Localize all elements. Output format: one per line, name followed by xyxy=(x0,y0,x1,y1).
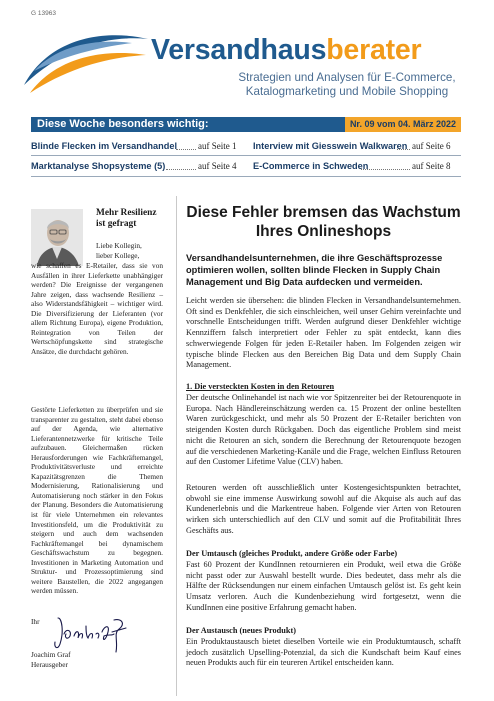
article-paragraph: Fast 60 Prozent der KundInnen retournieren ein Produkt, weil etwa die Größe nicht passt oder zur Auswahl bestellt wurde. Dies bedeutet, dass mehr als die Hälfte der Rücksendungen nur einem einfachen Umtausch gelöst ist. Es geht kein Umsatz verloren. Auch die Kundenbeziehung wird fortgesetzt, wenn die KundInnen eine positive Erfahrung gemacht haben. xyxy=(186,560,461,612)
tagline xyxy=(232,71,462,99)
brand-logo xyxy=(151,34,421,67)
toc-item-page: auf Seite 4 xyxy=(198,161,237,171)
handwritten-signature xyxy=(52,612,132,654)
article-paragraph: Ein Produktaustausch bietet dieselben Vorteile wie ein Produktumtausch, schafft jedoch zusätzlich Upselling-Potenzial, da sich die Kundschaft beim Kauf eines neuen Produkts auch für ein teureren Artikel entscheiden kann. xyxy=(186,637,461,668)
greeting xyxy=(96,241,162,260)
signature-role: Herausgeber xyxy=(31,659,68,669)
editorial-paragraph: wie schaffen es E-Retailer, dass sie von Ausfällen in ihrer Lieferkette unabhängiger werden? Die Ereignisse der vergangenen Jahre zeigen, dass wachsende Resilienz – also Widerstandsfähigkeit – wichtiger wird. Die Diversifizierung der Lieferanten (vor allem Richtung Europa), eigene Produktion, Reintegration von Teilen der Wertschöpfungskette sind strategische Ansätze, die durchdacht gehören. xyxy=(31,261,163,356)
author-photo xyxy=(31,209,83,266)
toc-item[interactable] xyxy=(253,140,461,152)
toc-item[interactable] xyxy=(253,160,461,172)
issue-badge: Nr. 09 vom 04. März 2022 xyxy=(345,117,461,132)
toc-leader xyxy=(361,169,410,170)
toc-divider xyxy=(31,155,461,156)
tagline-line-2: Katalogmarketing und Mobile Shopping xyxy=(245,85,449,98)
brand-part-2: berater xyxy=(326,34,422,66)
tagline-line-1: Strategien und Analysen für E-Commerce, xyxy=(238,71,456,84)
toc-item-title: Blinde Flecken im Versandhandel xyxy=(31,141,178,151)
article-paragraph: Der deutsche Onlinehandel ist nach wie vor Spitzenreiter bei der Retourenquote in Europa. Nach Händlereinschätzung werden ca. 15 Prozent der online bestellten Waren zurückgeschickt, und mehr als 50 Prozent der E-Retailer berichten von steigenden Kosten durch Rückgaben. Doch das eigentliche Problem sind meist nicht die Retouren an sich, sondern die Berechnung der Retourenquote bezogen auf die verschiedenen Marketing-Kanäle und die Frage, welchen Einfluss Retouren auf den Customer Lifetime Value (CLV) haben. xyxy=(186,393,461,467)
toc-leader xyxy=(166,169,196,170)
editorial-title-line-1: Mehr Resilienz xyxy=(96,208,157,218)
toc-item[interactable] xyxy=(31,140,242,152)
signature-block xyxy=(31,650,71,669)
editorial-title-line-2: ist gefragt xyxy=(96,219,137,229)
toc-item-title: Interview mit Giesswein Walkwaren xyxy=(253,141,408,151)
section-heading: 1. Die versteckten Kosten in den Retouren xyxy=(186,382,335,391)
editorial-paragraph: Gestörte Lieferketten zu überprüfen und sie transparenter zu gestalten, steht dabei ebenso auf der Agenda, wie alternative Lieferantennetzwerke für kritische Teile aufzubauen. Gleichermaßen rücken Herausforderungen wie Fachkräftemangel, Produktivitätsverluste und erreichte Kapazitätsgrenzen die Themen Modernisierung, Rationalisierung und Automatisierung noch stärker in den Fokus der Planung. Besonders die Automatisierung ist für viele Unternehmen ein relevantes Investitionsfeld, um die Produktivität zu steigern und auch dem wachsenden Fachkräftemangel bei dynamischem Geschäftswachstum zu begegnen. Investitionen in Marketing Automation und Struktur- und Prozessoptimierung sind weitere Baustellen, die 2022 angegangen werden müssen. xyxy=(31,405,163,596)
greeting-line-1: Liebe Kollegin, xyxy=(96,241,142,250)
editorial-title xyxy=(96,208,157,230)
article-paragraph: Retouren werden oft ausschließlich unter Kostengesichtspunkten betrachtet, obwohl sie eine immense Auswirkung sowohl auf die Akquise als auch auf das Kundenerlebnis und die Markentreue haben. Folgende vier Arten von Retouren wirken sich unterschiedlich auf den CLV und somit auf die Profitabilität Ihres Geschäfts aus. xyxy=(186,483,461,535)
toc-leader xyxy=(176,149,196,150)
highlights-title: Diese Woche besonders wichtig: xyxy=(37,118,209,130)
toc-item-page: auf Seite 8 xyxy=(412,161,451,171)
closing: Ihr xyxy=(31,617,40,626)
toc-item-page: auf Seite 6 xyxy=(412,141,451,151)
greeting-line-2: lieber Kollege, xyxy=(96,250,140,260)
column-divider xyxy=(176,196,177,696)
toc-divider xyxy=(31,176,461,177)
toc-item-title: Marktanalyse Shopsysteme (5) xyxy=(31,161,166,171)
article-lead: Versandhandelsunternehmen, die ihre Geschäftsprozesse optimieren wollen, sollten blinde Flecken in Supply Chain Management und Big Data aufdecken und vermeiden. xyxy=(186,253,443,287)
brand-part-1: Versandhaus xyxy=(151,34,327,66)
article-title-line-2: Ihres Onlineshops xyxy=(255,223,392,240)
subsection-heading: Der Austausch (neues Produkt) xyxy=(186,626,296,635)
toc-leader xyxy=(397,149,410,150)
toc-item-page: auf Seite 1 xyxy=(198,141,237,151)
article-title xyxy=(186,203,461,241)
highlights-bar xyxy=(31,117,461,132)
article-title-line-1: Diese Fehler bremsen das Wachstum xyxy=(186,204,461,221)
toc-item[interactable] xyxy=(31,160,242,172)
signature-name: Joachim Graf xyxy=(31,650,71,659)
article-paragraph: Leicht werden sie übersehen: die blinden Flecken in Versandhandelsunternehmen. Oft sind es Denkfehler, die sich einschleichen, weil unser Gehirn vereinfachte und vorschnelle Entscheidungen trifft. Werden aufgrund dieser Denkfehler wichtige Kennziffern falsch interpretiert oder Fehler zu spät entdeckt, kann dies schwerwiegende Folgen für jeden E-Retailer haben. Im Folgenden zeigen wir typische blinde Flecken aus den Bereichen Big Data und dem Supply Chain Management. xyxy=(186,296,461,370)
publication-code: G 13963 xyxy=(31,10,56,17)
subsection-heading: Der Umtausch (gleiches Produkt, andere Größe oder Farbe) xyxy=(186,549,398,558)
toc-item-title: E-Commerce in Schweden xyxy=(253,161,369,171)
logo-swoosh-icon xyxy=(20,25,152,97)
